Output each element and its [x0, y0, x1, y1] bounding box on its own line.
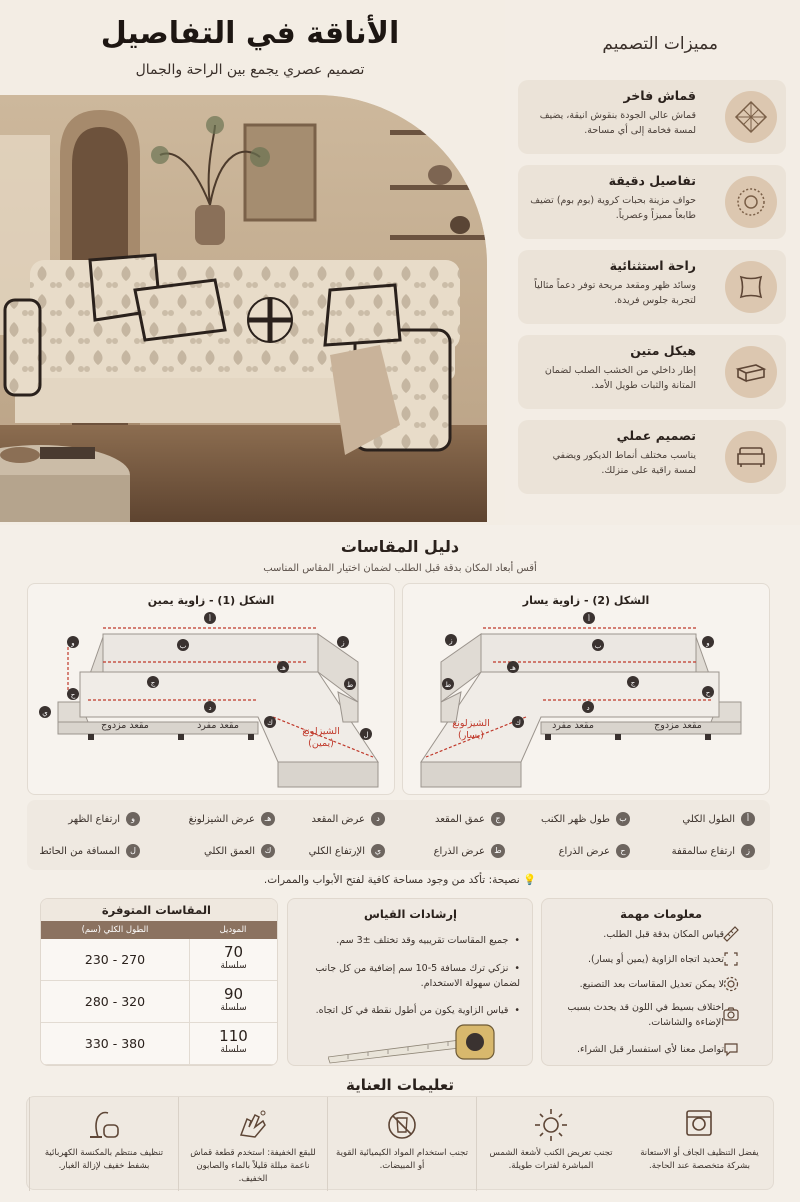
care-title: تعليمات العناية [345, 1076, 455, 1094]
measurement-guide-title: إرشادات القياس [363, 907, 457, 921]
care-text: تجنب تعريض الكنب لأشعة الشمس المباشرة لفترات طويلة. [489, 1148, 613, 1171]
legend-item: و ارتفاع الظهر [68, 810, 140, 828]
cushion-icon [725, 261, 777, 313]
hero-section [0, 0, 800, 525]
feature-title: راحة استثنائية [609, 258, 696, 273]
chaise-side-label: (يمين) [308, 738, 334, 749]
available-sizes-title: المقاسات المتوفرة [41, 899, 277, 921]
sofa-diagram-left [403, 612, 771, 796]
feature-desc: حواف مزينة بحبات كروية (بوم بوم) تضيف طابعاً مميزاً وعصرياً. [530, 195, 696, 221]
legend-item: ج عمق المقعد [435, 810, 505, 828]
sun-icon [531, 1107, 571, 1143]
guide-item: • جميع المقاسات تقريبيه وقد تختلف ±3 سم. [310, 933, 520, 948]
available-sizes-box [40, 898, 278, 1066]
legend-item: ح عرض الذراع [559, 842, 630, 860]
feature-title: تصميم عملي [616, 428, 696, 443]
feature-desc: قماش عالي الجودة بنقوش انيقة، يضيف لمسة فخامة إلى أي مساحة. [539, 110, 696, 136]
double-seat-label: مقعد مزدوج [101, 720, 149, 731]
care-text: تجنب استخدام المواد الكيميائية القوية أو المبيضات. [336, 1148, 468, 1171]
sofa-photo [0, 95, 487, 522]
hand-wash-icon [233, 1107, 273, 1143]
feature-card-frame [518, 335, 786, 409]
lightbulb-icon: 💡 [519, 874, 537, 886]
svg-text:ج: ج [630, 679, 636, 687]
col-length: الطول الكلي (سم) [81, 925, 149, 935]
camera-icon [722, 1005, 740, 1023]
svg-text:ز: ز [341, 639, 345, 647]
diagram-title: الشكل (1) - زاوية يمين [147, 594, 275, 607]
features-panel [505, 0, 800, 525]
important-info-box [541, 898, 773, 1066]
feature-card-fabric [518, 80, 786, 154]
care-item [327, 1097, 476, 1191]
legend-item: ط عرض الذراع [434, 842, 505, 860]
sofa-icon [725, 431, 777, 483]
care-item [625, 1097, 774, 1191]
page-title: الأناقة في التفاصيل [100, 16, 400, 51]
feature-card-practical [518, 420, 786, 494]
svg-text:هـ: هـ [280, 664, 286, 672]
table-row: 110 سلسلة 330 - 380 [41, 1023, 277, 1065]
svg-text:ط: ط [346, 681, 354, 689]
svg-text:ل: ل [363, 731, 369, 739]
svg-text:ح: ح [705, 689, 711, 697]
chaise-label: الشيزلونغ [302, 726, 340, 737]
legend-item: ز ارتفاع سالمقفة [672, 842, 755, 860]
svg-text:ط: ط [444, 681, 452, 689]
chaise-label: الشيزلونغ [452, 718, 490, 729]
feature-title: قماش فاخر [623, 88, 696, 103]
feature-title: هيكل متين [630, 343, 696, 358]
svg-text:د: د [586, 704, 590, 712]
single-seat-label: مقعد مفرد [197, 720, 239, 731]
diagram-shape-left [402, 583, 770, 795]
hero-photo-panel [0, 0, 505, 525]
svg-text:أ: أ [209, 615, 211, 623]
sofa-diagram-right [28, 612, 396, 796]
legend-item: ي الإرتفاع الكلي [309, 842, 385, 860]
gear-icon [722, 975, 740, 993]
feature-title: تفاصيل دقيقة [608, 173, 696, 188]
svg-text:ج: ج [150, 679, 156, 687]
ruler-icon [722, 925, 740, 943]
tape-measure-icon [328, 1021, 498, 1065]
dimension-legend [27, 800, 770, 870]
legend-item: هـ عرض الشيزلونغ [189, 810, 275, 828]
important-info-title: معلومات مهمة [620, 907, 702, 921]
care-item [178, 1097, 327, 1191]
svg-text:و: و [71, 639, 75, 647]
diagram-title: الشكل (2) - زاوية يسار [522, 594, 650, 607]
info-item: اختلاف بسيط في اللون قد يحدث بسبب الإضاءة والشاشات. [567, 1002, 724, 1028]
chaise-side-label: (يسار) [457, 730, 485, 741]
dry-clean-icon [679, 1107, 719, 1143]
care-text: تنظيف منتظم بالمكنسة الكهربائية بشفط خفيف لإزالة الغبار. [44, 1148, 164, 1171]
feature-card-comfort [518, 250, 786, 324]
care-text: للبقع الخفيفة: استخدم قطعة قماش ناعمة مبللة قليلاً بالماء والصابون الخفيف. [190, 1148, 316, 1184]
care-item [476, 1097, 625, 1191]
sizes-table-header [41, 921, 277, 939]
frame-icon [725, 346, 777, 398]
feature-desc: يناسب مختلف أنماط الديكور ويضفي لمسة راقية على منزلك. [552, 450, 696, 476]
svg-text:أ: أ [588, 615, 590, 623]
tip-line [0, 873, 800, 886]
info-item: قياس المكان بدقة قبل الطلب. [603, 929, 724, 940]
svg-text:ب: ب [179, 642, 187, 650]
care-instructions [26, 1096, 774, 1190]
svg-text:هـ: هـ [510, 664, 516, 672]
info-item: لا يمكن تعديل المقاسات بعد التصنيع. [579, 979, 724, 990]
feature-card-details [518, 165, 786, 239]
measurement-guide-box [287, 898, 533, 1066]
guide-item: • نزكي ترك مسافة 5-10 سم إضافية من كل جانب لضمان سهولة الاستخدام. [310, 961, 520, 991]
svg-text:و: و [706, 639, 710, 647]
living-room-illustration [0, 95, 487, 522]
info-item: تحديد اتجاه الزاوية (يمين أو يسار). [587, 954, 724, 965]
svg-text:ي: ي [42, 709, 48, 717]
size-guide-subtitle: أقس أبعاد المكان بدقة قبل الطلب لضمان اختيار المقاس المناسب [263, 563, 537, 574]
fabric-icon [725, 91, 777, 143]
feature-desc: وسائد ظهر ومقعد مريحة توفر دعماً مثالياً لتجربة جلوس فريدة. [534, 280, 696, 306]
table-row: 70 سلسلة 230 - 270 [41, 939, 277, 981]
pompom-icon [725, 176, 777, 228]
feature-desc: إطار داخلي من الخشب الصلب لضمان المتانة والثبات طويل الأمد. [544, 365, 696, 391]
legend-item: ل المسافة من الحائط [39, 842, 140, 860]
corner-icon [722, 950, 740, 968]
vacuum-icon [84, 1107, 124, 1143]
svg-text:ح: ح [70, 691, 76, 699]
double-seat-label: مقعد مزدوج [654, 720, 702, 731]
single-seat-label: مقعد مفرد [552, 720, 594, 731]
legend-item: د عرض المقعد [312, 810, 386, 828]
care-item [29, 1097, 178, 1191]
svg-text:ك: ك [515, 719, 521, 727]
tip-text: نصيحة: تأكد من وجود مساحة كافية لفتح الأبواب والممرات. [263, 874, 520, 886]
chat-icon [722, 1040, 740, 1058]
care-text: يفضل التنظيف الجاف أو الاستعانة بشركة متخصصة عند الحاجة. [640, 1148, 759, 1171]
col-model: الموديل [219, 925, 247, 935]
svg-text:ك: ك [267, 719, 273, 727]
svg-text:ب: ب [594, 642, 602, 650]
page-subtitle: تصميم عصري يجمع بين الراحة والجمال [135, 62, 365, 78]
size-guide-title: دليل المقاسات [340, 537, 460, 556]
no-bleach-icon [382, 1107, 422, 1143]
legend-item: أ الطول الكلي [682, 810, 755, 828]
svg-text:ز: ز [449, 637, 453, 645]
diagram-shape-right [27, 583, 395, 795]
legend-item: ب طول ظهر الكنب [541, 810, 630, 828]
svg-text:د: د [208, 704, 212, 712]
features-title: مميزات التصميم [602, 34, 718, 54]
guide-item: • قياس الزاوية يكون من أطول نقطة في كل اتجاه. [310, 1003, 520, 1018]
info-item: تواصل معنا لأي استفسار قبل الشراء. [576, 1044, 724, 1055]
table-row: 90 سلسلة 280 - 320 [41, 981, 277, 1023]
legend-item: ك العمق الكلي [204, 842, 275, 860]
